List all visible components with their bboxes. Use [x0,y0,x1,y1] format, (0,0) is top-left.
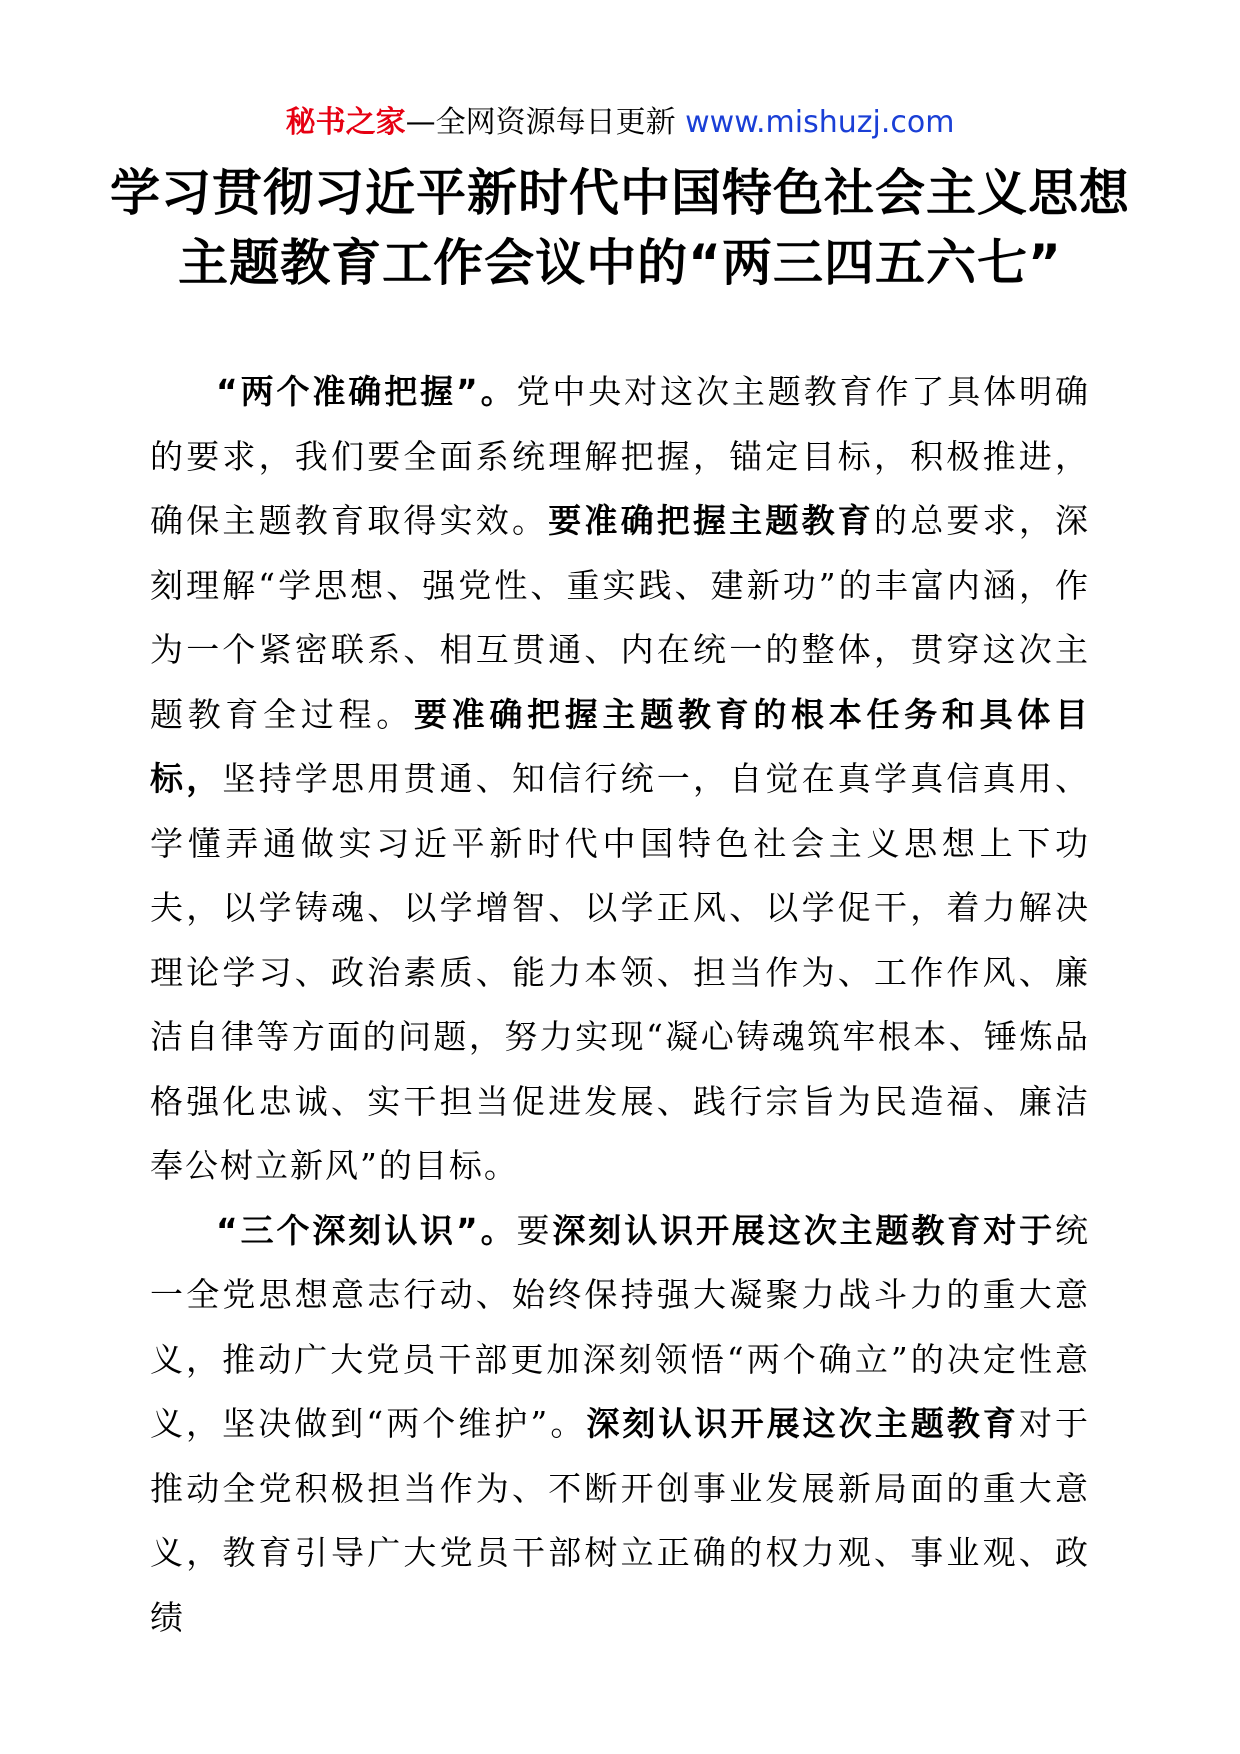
paragraph-text: 统一全党思想意志行动、始终保持强大凝聚力战斗力的重大意义，推动广大党员干部更加深刻领悟“两个确立”的决定性意义，坚决做到“两个维护”。 [150,1210,1090,1443]
emphasis-text: 要准确把握主题教育 [548,501,875,540]
paragraph-lead-heading: “三个深刻认识”。 [216,1210,517,1250]
site-url-link[interactable]: www.mishuzj.com [685,105,955,140]
emphasis-text: 深刻认识开展这次主题教育 [586,1404,1019,1443]
paragraph-lead-heading: “两个准确把握”。 [216,372,517,411]
paragraph-text: 要 [516,1210,553,1250]
paragraph-text: 的总要求，深刻理解“学思想、强党性、重实践、建新功”的丰富内涵，作为一个紧密联系、相互贯通、内在统一的整体，贯穿这次主题教育全过程。 [150,501,1091,734]
emphasis-text: 要准确把握主题教育的根本任务和具体目标， [150,694,1091,798]
brand-name: 秘书之家 [285,105,406,140]
body-paragraph [150,360,1090,1199]
header-tagline: —全网资源每日更新 [405,105,686,140]
body-paragraph [150,1199,1090,1651]
header-banner [0,103,1240,143]
document-title-line-1: 学习贯彻习近平新时代中国特色社会主义思想 [110,164,1130,222]
paragraph-text: 党中央对这次主题教育作了具体明确的要求，我们要全面系统理解把握，锚定目标，积极推进，确保主题教育取得实效。 [150,372,1090,540]
document-body [150,360,1090,1650]
paragraph-text: 坚持学思用贯通、知信行统一，自觉在真学真信真用、学懂弄通做实习近平新时代中国特色社会主义思想上下功夫，以学铸魂、以学增智、以学正风、以学促干，着力解决理论学习、政治素质、能力本领、担当作为、工作作风、廉洁自律等方面的问题，努力实现“凝心铸魂筑牢根本、锤炼品格强化忠诚、实干担当促进发展、践行宗旨为民造福、廉洁奉公树立新风”的目标。 [150,759,1091,1185]
document-title-line-2: 主题教育工作会议中的“两三四五六七” [178,234,1062,292]
paragraph-text: 对于推动全党积极担当作为、不断开创事业发展新局面的重大意义，教育引导广大党员干部树立正确的权力观、事业观、政绩 [150,1404,1091,1637]
emphasis-text: 深刻认识开展这次主题教育对于 [552,1210,1055,1250]
